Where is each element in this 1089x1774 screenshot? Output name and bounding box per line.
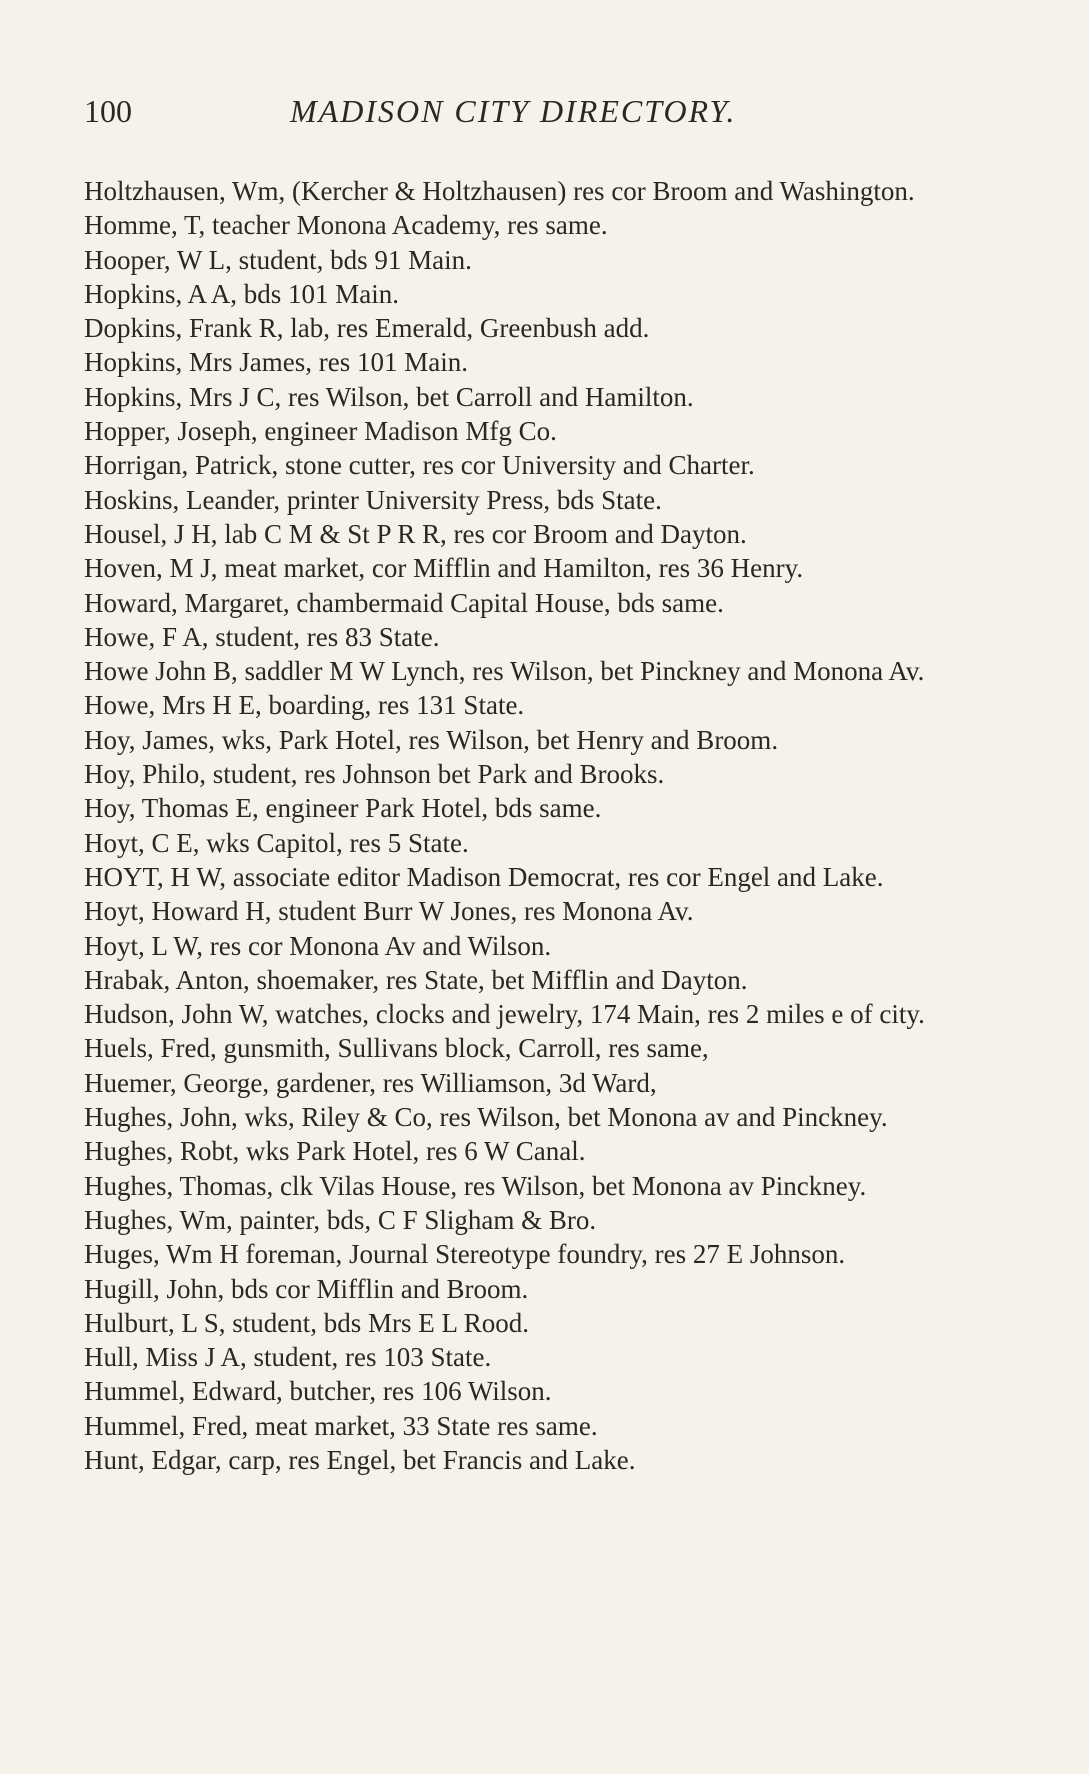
page-header — [84, 88, 924, 134]
directory-entry: Hughes, Wm, painter, bds, C F Sligham & Bro. — [84, 1204, 597, 1235]
directory-entry: Howe, Mrs H E, boarding, res 131 State. — [84, 690, 525, 721]
directory-entry: Hugill, John, bds cor Mifflin and Broom. — [84, 1273, 529, 1304]
directory-entry: Hummel, Edward, butcher, res 106 Wilson. — [84, 1376, 552, 1407]
directory-entry: Hooper, W L, student, bds 91 Main. — [84, 244, 472, 275]
directory-entry: Hopkins, Mrs James, res 101 Main. — [84, 347, 468, 378]
directory-entry: Hoyt, C E, wks Capitol, res 5 State. — [84, 827, 469, 858]
directory-entry: Huemer, George, gardener, res Williamson, 3d Ward, — [84, 1067, 657, 1098]
directory-entry: Homme, T, teacher Monona Academy, res same. — [84, 210, 608, 241]
directory-entry: Hunt, Edgar, carp, res Engel, bet Francis and Lake. — [84, 1444, 636, 1475]
directory-entry: Howe, F A, student, res 83 State. — [84, 621, 440, 652]
directory-entry: Hoskins, Leander, printer University Press, bds State. — [84, 484, 662, 515]
directory-entry: Howard, Margaret, chambermaid Capital House, bds same. — [84, 587, 724, 618]
directory-entry: Holtzhausen, Wm, (Kercher & Holtzhausen) res cor Broom and Washington. — [84, 176, 915, 206]
directory-entry: Hopkins, A A, bds 101 Main. — [84, 278, 400, 309]
directory-entries — [84, 174, 1024, 1477]
directory-entry: Hopper, Joseph, engineer Madison Mfg Co. — [84, 416, 557, 447]
directory-entry: Horrigan, Patrick, stone cutter, res cor University and Charter. — [84, 450, 755, 481]
directory-entry: Hughes, Robt, wks Park Hotel, res 6 W Canal. — [84, 1136, 586, 1167]
directory-entry: Housel, J H, lab C M & St P R R, res cor Broom and Dayton. — [84, 518, 747, 549]
directory-entry: Hoven, M J, meat market, cor Mifflin and Hamilton, res 36 Henry. — [84, 553, 804, 584]
directory-entry: Hughes, Thomas, clk Vilas House, res Wilson, bet Monona av Pinckney. — [84, 1170, 867, 1201]
page-number: 100 — [84, 93, 132, 129]
directory-entry: Huels, Fred, gunsmith, Sullivans block, Carroll, res same, — [84, 1033, 709, 1064]
directory-entry: Hull, Miss J A, student, res 103 State. — [84, 1342, 492, 1373]
directory-entry: Hudson, John W, watches, clocks and jewelry, 174 Main, res 2 miles e of city. — [84, 999, 925, 1030]
directory-entry: Dopkins, Frank R, lab, res Emerald, Greenbush add. — [84, 313, 650, 344]
directory-entry: Hoyt, L W, res cor Monona Av and Wilson. — [84, 930, 552, 961]
directory-entry: Huges, Wm H foreman, Journal Stereotype foundry, res 27 E Johnson. — [84, 1239, 846, 1270]
directory-entry: HOYT, H W, associate editor Madison Democrat, res cor Engel and Lake. — [84, 861, 884, 892]
directory-entry: Hulburt, L S, student, bds Mrs E L Rood. — [84, 1307, 529, 1338]
directory-entry: Hoy, Philo, student, res Johnson bet Park and Brooks. — [84, 759, 665, 790]
running-head: MADISON CITY DIRECTORY. — [290, 93, 737, 129]
directory-entry: Hughes, John, wks, Riley & Co, res Wilson, bet Monona av and Pinckney. — [84, 1102, 888, 1133]
directory-entry: Hoy, James, wks, Park Hotel, res Wilson, bet Henry and Broom. — [84, 724, 779, 755]
directory-entry: Howe John B, saddler M W Lynch, res Wilson, bet Pinckney and Monona Av. — [84, 656, 925, 687]
directory-entry: Hummel, Fred, meat market, 33 State res same. — [84, 1410, 598, 1441]
directory-entry: Hopkins, Mrs J C, res Wilson, bet Carroll and Hamilton. — [84, 381, 694, 412]
directory-entry: Hrabak, Anton, shoemaker, res State, bet Mifflin and Dayton. — [84, 964, 748, 995]
directory-entry: Hoyt, Howard H, student Burr W Jones, res Monona Av. — [84, 896, 694, 927]
directory-entry: Hoy, Thomas E, engineer Park Hotel, bds same. — [84, 793, 602, 824]
